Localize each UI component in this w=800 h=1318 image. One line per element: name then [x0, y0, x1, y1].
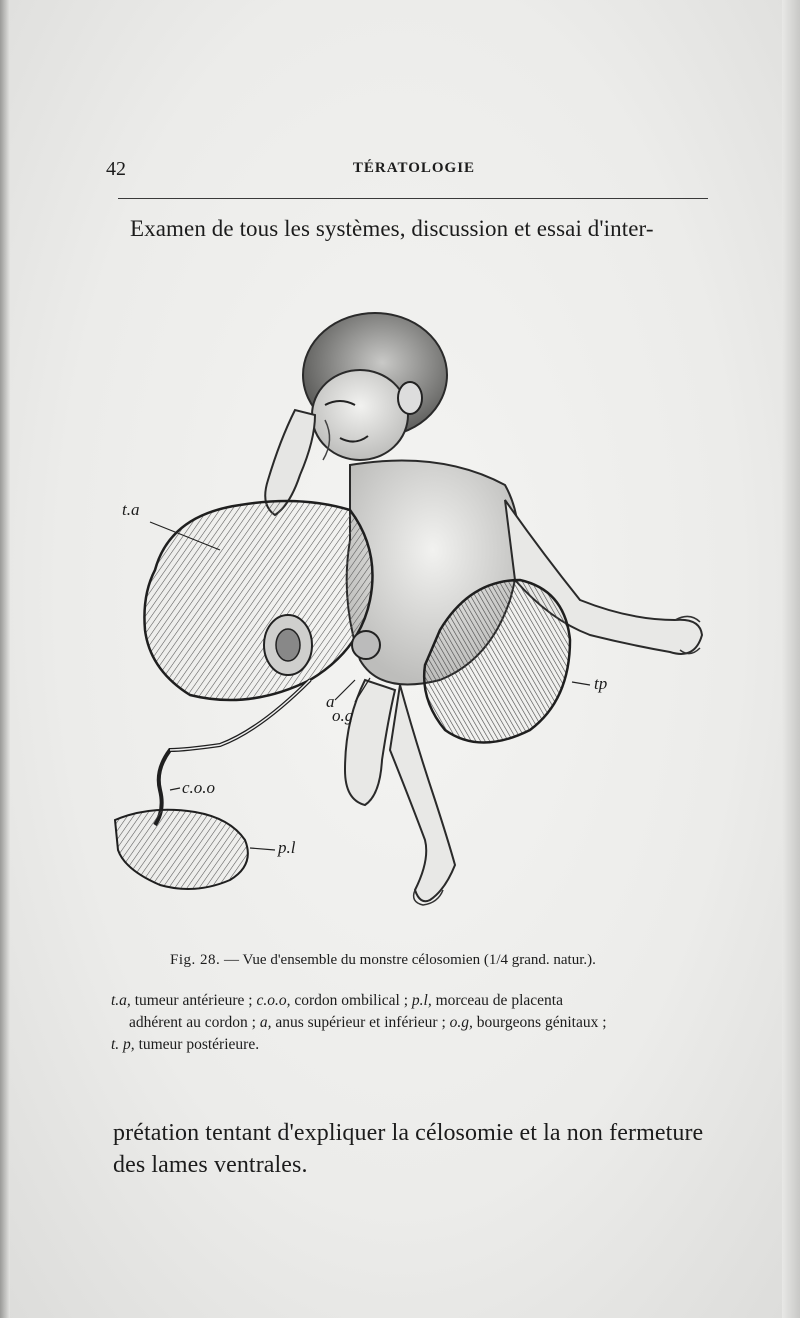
- label-ta: t.a: [122, 500, 140, 519]
- legend-line: [111, 1034, 723, 1056]
- anterior-tumour: [144, 501, 372, 700]
- body-text-line: des lames ventrales.: [113, 1152, 308, 1178]
- legend-abbrev: t.a,: [111, 992, 131, 1009]
- running-title: TÉRATOLOGIE: [352, 160, 476, 176]
- raised-arm: [265, 410, 315, 515]
- specimen-engraving: [110, 300, 720, 920]
- figure-legend: [111, 990, 723, 1056]
- legend-text: tumeur postérieure.: [134, 1036, 260, 1053]
- page-edge-shadow: [782, 0, 800, 1318]
- page-gutter-shadow: [0, 0, 10, 1318]
- legend-text: cordon ombilical ;: [290, 992, 412, 1009]
- body-text-line: prétation tentant d'expliquer la célosomie et la non fermeture: [113, 1120, 704, 1146]
- label-coo: c.o.o: [182, 778, 216, 797]
- head: [303, 313, 447, 460]
- running-header: [106, 158, 722, 182]
- leg-left: [345, 680, 395, 805]
- label-pl: p.l: [278, 838, 296, 857]
- figure-illustration: [110, 300, 720, 920]
- page-number: 42: [106, 158, 126, 180]
- label-a: a: [326, 692, 335, 711]
- legend-text: tumeur antérieure ;: [130, 992, 257, 1009]
- legend-abbrev: o.g,: [449, 1014, 473, 1031]
- label-og: o.g: [332, 706, 354, 725]
- legend-abbrev: t. p,: [111, 1036, 135, 1053]
- legend-text: adhérent au cordon ;: [129, 1014, 260, 1031]
- legend-text: anus supérieur et inférieur ;: [271, 1014, 450, 1031]
- legend-line: [111, 990, 723, 1012]
- legend-abbrev: a,: [259, 1014, 272, 1031]
- legend-text: bourgeons génitaux ;: [472, 1014, 607, 1031]
- body-text-line: Examen de tous les systèmes, discussion et essai d'inter-: [130, 216, 654, 241]
- legend-line: [111, 1012, 723, 1034]
- label-tp: tp: [594, 674, 608, 693]
- header-rule: [118, 198, 708, 199]
- figure-number: Fig. 28.: [170, 952, 221, 968]
- figure-caption-text: — Vue d'ensemble du monstre célosomien (1/4 grand. natur.).: [220, 952, 596, 968]
- legend-abbrev: p.l,: [411, 992, 432, 1009]
- legend-abbrev: c.o.o,: [256, 992, 291, 1009]
- placenta-piece: [115, 810, 248, 889]
- figure-caption: [170, 952, 596, 969]
- legend-text: morceau de placenta: [431, 992, 563, 1009]
